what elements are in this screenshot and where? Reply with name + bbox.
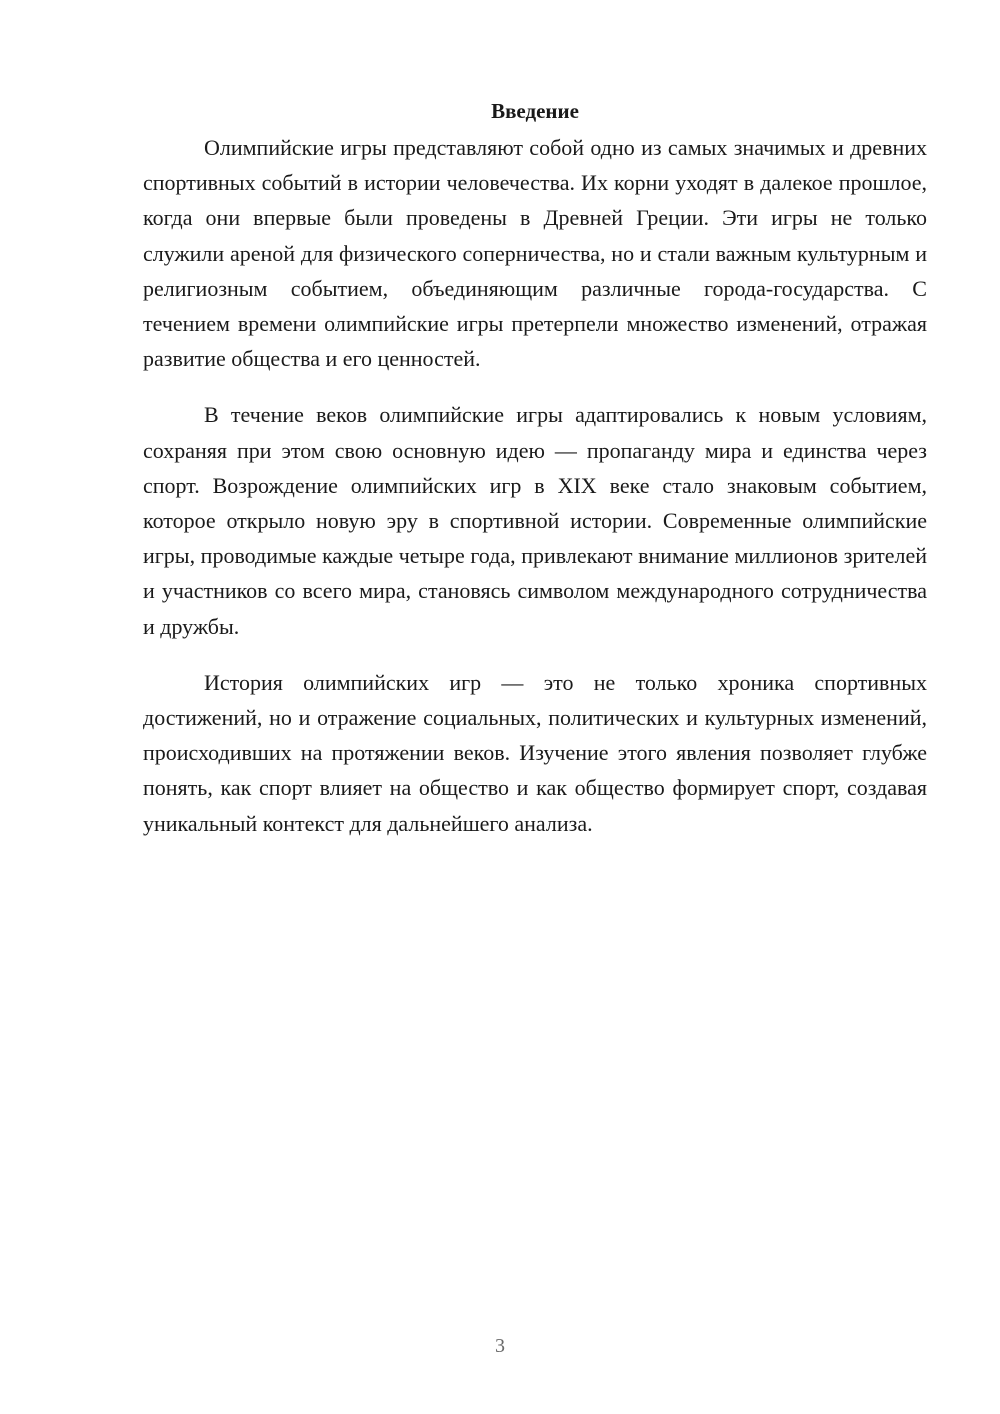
paragraph-2: В течение веков олимпийские игры адаптировались к новым условиям, сохраняя при этом свою основную идею — пропаганду мира и единства через спорт. Возрождение олимпийских игр в XIX веке стало знаковым событием, которое открыло новую эру в спортивной истории. Современные олимпийские игры, проводимые каждые четыре года, привлекают внимание миллионов зрителей и участников со всего мира, становясь символом международного сотрудничества и дружбы. <box>143 402 927 639</box>
page-number: 3 <box>495 1335 505 1357</box>
paragraph-1: Олимпийские игры представляют собой одно из самых значимых и древних спортивных событий в истории человечества. Их корни уходят в далекое прошлое, когда они впервые были проведены в Древней Греции. Эти игры не только служили ареной для физического соперничества, но и стали важным культурным и религиозным событием, объединяющим различные города-государства. С течением времени олимпийские игры претерпели множество изменений, отражая развитие общества и его ценностей. <box>143 135 927 372</box>
section-heading: Введение <box>491 99 579 123</box>
page-body <box>143 96 927 862</box>
paragraph-3: История олимпийских игр — это не только хроника спортивных достижений, но и отражение социальных, политических и культурных изменений, происходивших на протяжении веков. Изучение этого явления позволяет глубже понять, как спорт влияет на общество и как общество формирует спорт, создавая уникальный контекст для дальнейшего анализа. <box>143 669 927 836</box>
